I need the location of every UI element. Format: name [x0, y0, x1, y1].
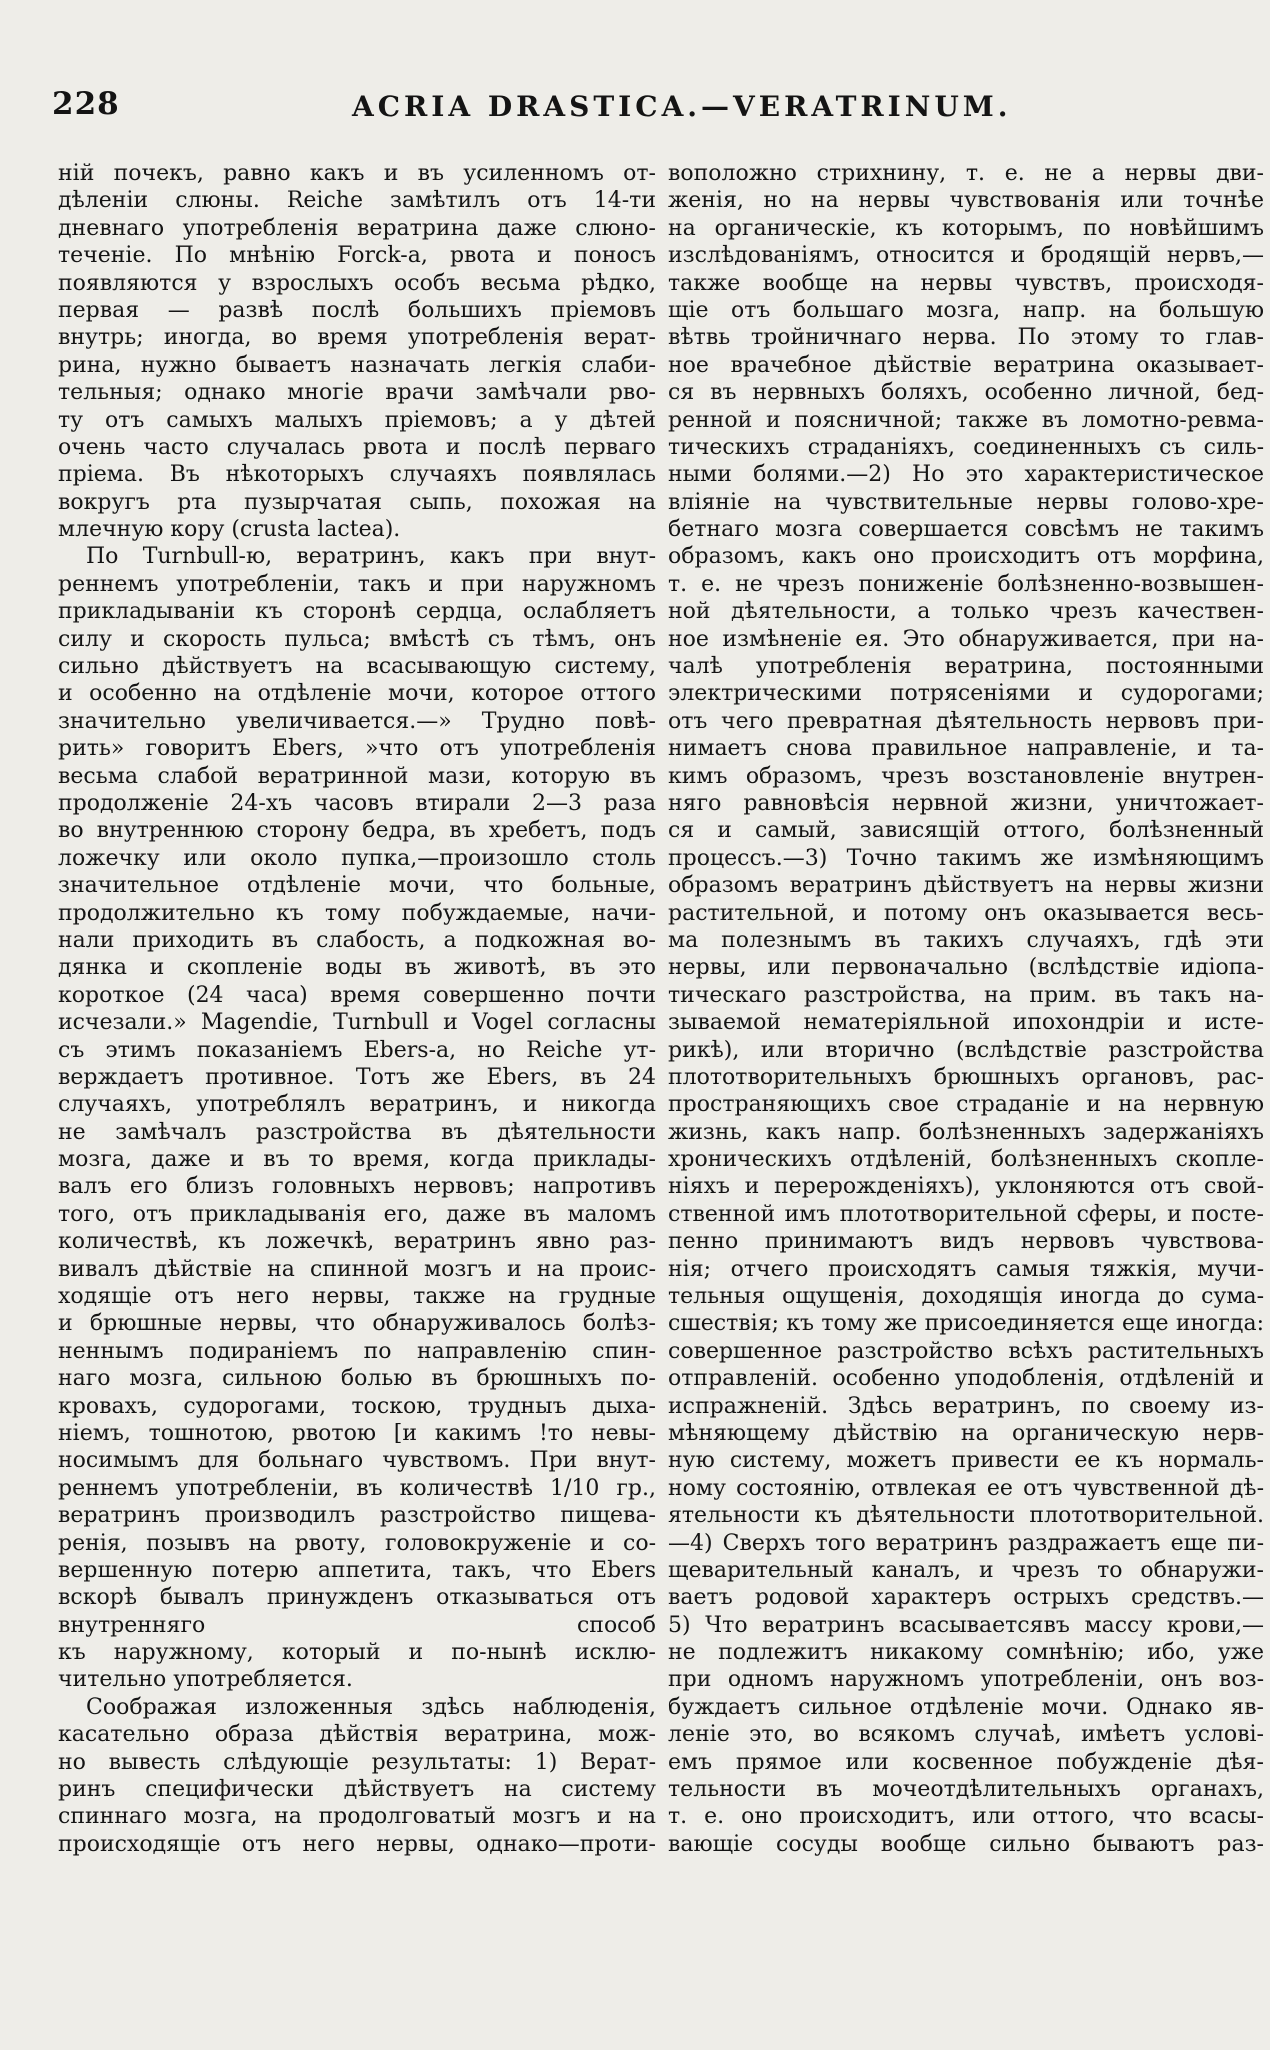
text-line: короткое (24 часа) время совершенно почти — [58, 982, 656, 1008]
text-line: дѣленіи слюны. Reiche замѣтилъ отъ 14-ти — [58, 188, 656, 214]
text-line: щеварительный каналъ, и чрезъ то обнаружи- — [668, 1557, 1264, 1583]
text-line: изслѣдованіямъ, относится и бродящій нервъ,— — [668, 243, 1264, 269]
text-line: происходящіе отъ него нервы, однако—проти- — [58, 1831, 656, 1857]
text-line: ніяхъ и перерожденіяхъ), уклоняются отъ свой- — [668, 1174, 1264, 1200]
text-line: буждаетъ сильное отдѣленіе мочи. Однако яв- — [668, 1694, 1264, 1720]
text-line: млечную кору (crusta lactea). — [58, 517, 401, 543]
text-line: значительное отдѣленіе мочи, что больные, — [58, 873, 656, 899]
page-header — [52, 86, 1232, 138]
text-line: ренной и поясничной; также въ ломотно-ревма- — [668, 407, 1264, 433]
right-text-column — [668, 160, 1264, 2040]
text-line: ходящіе отъ него нервы, также на грудные — [58, 1284, 656, 1310]
text-line: случаяхъ, употреблялъ вератринъ, и никогда — [58, 1092, 656, 1118]
page-number: 228 — [52, 86, 120, 122]
text-line: тическихъ страданіяхъ, соединенныхъ съ силь- — [668, 434, 1264, 460]
text-line: совершенное разстройство всѣхъ растительныхъ — [668, 1338, 1264, 1364]
text-line: также вообще на нервы чувствъ, происходя- — [668, 270, 1264, 296]
text-line: не замѣчалъ разстройства въ дѣятельности — [58, 1119, 656, 1145]
text-line: ными болями.—2) Но это характеристическое — [668, 462, 1264, 488]
text-line: 5) Что вератринъ всасываетсявъ массу крови,— — [668, 1612, 1264, 1638]
text-line: отъ чего превратная дѣятельность нервовъ при- — [668, 708, 1264, 734]
text-line: отправленій. особенно уподобленія, отдѣленій и — [668, 1366, 1264, 1392]
text-line: ятельности къ дѣятельности плототворительной. — [668, 1503, 1264, 1529]
text-line: ренія, позывъ на рвоту, головокруженіе и со- — [58, 1530, 656, 1556]
text-line: количествѣ, къ ложечкѣ, вератринъ явно раз- — [58, 1229, 656, 1255]
text-line: внутренняго способ — [58, 1612, 656, 1638]
left-text-column — [58, 160, 656, 2040]
text-line: вератринъ производилъ разстройство пищева- — [58, 1503, 656, 1529]
text-line: По Turnbull-ю, вератринъ, какъ при внут- — [86, 544, 656, 570]
text-line: пріема. Въ нѣкоторыхъ случаяхъ появлялась — [58, 462, 656, 488]
text-line: тельныя ощущенія, доходящія иногда до сума- — [668, 1284, 1264, 1310]
running-head: ACRIA DRASTICA.—VERATRINUM. — [352, 90, 1012, 123]
text-line: первая — развѣ послѣ большихъ пріемовъ — [58, 297, 656, 323]
text-line: появляются у взрослыхъ особъ весьма рѣдко, — [58, 270, 656, 296]
text-line: няго равновѣсія нервной жизни, уничтожает- — [668, 790, 1264, 816]
text-line: носимымъ для больнаго чувствомъ. При внут- — [58, 1448, 656, 1474]
text-line: прикладываніи къ сторонѣ сердца, ослабляетъ — [58, 599, 656, 625]
text-line: ное врачебное дѣйствіе вератрина оказывает- — [668, 352, 1264, 378]
text-line: леніе это, во всякомъ случаѣ, имѣетъ услові- — [668, 1722, 1264, 1748]
text-line: дянка и скопленіе воды въ животѣ, въ это — [58, 955, 656, 981]
text-line: электрическими потрясеніями и судорогами; — [668, 681, 1264, 707]
text-line: очень часто случалась рвота и послѣ перваго — [58, 434, 656, 460]
text-line: наго мозга, сильною болью въ брюшныхъ по- — [58, 1366, 656, 1392]
text-line: ся въ нервныхъ боляхъ, особенно личной, бед- — [668, 380, 1264, 406]
text-line: къ наружному, который и по-нынѣ исклю- — [58, 1640, 656, 1666]
text-line: верждаетъ противное. Тотъ же Ebers, въ 24 — [58, 1064, 656, 1090]
text-line: вѣтвь тройничнаго нерва. По этому то глав- — [668, 325, 1264, 351]
text-line: Соображая изложенныя здѣсь наблюденія, — [86, 1694, 656, 1720]
text-line: съ этимъ показаніемъ Ebers-а, но Reiche ут- — [58, 1037, 656, 1063]
text-line: при одномъ наружномъ употребленіи, онъ воз- — [668, 1667, 1264, 1693]
text-line: сшествія; къ тому же присоединяется еще иногда: — [668, 1311, 1264, 1337]
text-line: пространяющихъ свое страданіе и на нервную — [668, 1092, 1264, 1118]
text-line: пенно принимаютъ видъ нервовъ чувствова- — [668, 1229, 1264, 1255]
text-line: растительной, и потому онъ оказывается весь- — [668, 900, 1264, 926]
text-line: ту отъ самыхъ малыхъ пріемовъ; а у дѣтей — [58, 407, 656, 433]
text-line: не подлежитъ никакому сомнѣнію; ибо, уже — [668, 1640, 1264, 1666]
text-line: и брюшные нервы, что обнаруживалось болѣз- — [58, 1311, 656, 1337]
text-line: плототворительныхъ брюшныхъ органовъ, рас- — [668, 1064, 1264, 1090]
text-line: ма полезнымъ въ такихъ случаяхъ, гдѣ эти — [668, 927, 1264, 953]
text-line: рина, нужно бываетъ назначать легкія слаби- — [58, 352, 656, 378]
text-line: тическаго разстройства, на прим. въ такъ на- — [668, 982, 1264, 1008]
text-line: нія; отчего происходятъ самыя тяжкія, мучи- — [668, 1256, 1264, 1282]
text-line: мѣняющему дѣйствію на органическую нерв- — [668, 1420, 1264, 1446]
text-line: испражненій. Здѣсь вератринъ, по своему из- — [668, 1393, 1264, 1419]
text-line: того, отъ прикладыванія его, даже въ маломъ — [58, 1201, 656, 1227]
text-line: воположно стрихнину, т. е. не а нервы дви- — [668, 161, 1264, 186]
text-line: бетнаго мозга совершается совсѣмъ не такимъ — [668, 517, 1264, 543]
text-line: касательно образа дѣйствія вератрина, мож- — [58, 1722, 656, 1748]
text-line: вершенную потерю аппетита, такъ, что Ebers — [58, 1557, 656, 1583]
text-line: тельности въ мочеотдѣлительныхъ органахъ, — [668, 1777, 1264, 1803]
text-line: кровахъ, судорогами, тоскою, трудныъ дыха- — [58, 1393, 656, 1419]
text-line: т. е. оно происходитъ, или оттого, что всасы- — [668, 1804, 1264, 1830]
text-line: вокругъ рта пузырчатая сыпь, похожая на — [58, 489, 656, 515]
text-line: неннымъ подираніемъ по направленію спин- — [58, 1338, 656, 1364]
text-line: мозга, даже и въ то время, когда приклады- — [58, 1147, 656, 1173]
text-line: ное измѣненіе ея. Это обнаруживается, при на- — [668, 626, 1264, 652]
text-line: жизнь, какъ напр. болѣзненныхъ задержаніяхъ — [668, 1119, 1264, 1145]
text-line: щіе отъ большаго мозга, напр. на большую — [668, 297, 1264, 323]
text-line: значительно увеличивается.—» Трудно повѣ- — [58, 708, 656, 734]
text-line: нали приходить въ слабость, а подкожная во- — [58, 927, 656, 953]
text-line: процессъ.—3) Точно такимъ же измѣняющимъ — [668, 845, 1264, 871]
text-line: т. е. не чрезъ пониженіе болѣзненно-возвышен- — [668, 571, 1264, 597]
text-line: ринъ специфически дѣйствуетъ на систему — [58, 1777, 656, 1803]
text-line: ніемъ, тошнотою, рвотою [и какимъ !то невы- — [58, 1420, 656, 1446]
text-line: рить» говоритъ Ebers, »что отъ употребленія — [58, 736, 656, 762]
text-line: чалѣ употребленія вератрина, постоянными — [668, 654, 1264, 680]
text-line: хроническихъ отдѣленій, болѣзненныхъ скопле- — [668, 1147, 1264, 1173]
text-line: весьма слабой вератринной мази, которую въ — [58, 763, 656, 789]
text-line: реннемъ употребленіи, въ количествѣ 1/10 гр., — [58, 1475, 656, 1501]
text-line: образомъ вератринъ дѣйствуетъ на нервы жизни — [668, 873, 1264, 899]
text-line: —4) Сверхъ того вератринъ раздражаетъ еще пи- — [668, 1530, 1264, 1556]
text-line: ся и самый, зависящій оттого, болѣзненный — [668, 818, 1264, 844]
text-line: ной дѣятельности, а только чрезъ качествен- — [668, 599, 1264, 625]
text-line: вліяніе на чувствительные нервы голово-хре- — [668, 489, 1264, 515]
text-line: вающіе сосуды вообще сильно бываютъ раз- — [668, 1831, 1264, 1857]
text-line: нервы, или первоначально (вслѣдствіе идіопа- — [668, 955, 1264, 981]
text-line: теченіе. По мнѣнію Forck-а, рвота и поносъ — [58, 243, 656, 269]
text-line: образомъ, какъ оно происходитъ отъ морфина, — [668, 544, 1264, 570]
text-line: ній почекъ, равно какъ и въ усиленномъ от- — [58, 161, 656, 186]
text-line: вивалъ дѣйствіе на спинной мозгъ и на проис- — [58, 1256, 656, 1282]
text-line: ственной имъ плототворительной сферы, и посте- — [668, 1201, 1264, 1227]
text-line: реннемъ употребленіи, такъ и при наружномъ — [58, 571, 656, 597]
text-line: продолжительно къ тому побуждаемые, начи- — [58, 900, 656, 926]
text-line: чительно употребляется. — [58, 1667, 353, 1693]
text-line: на органическіе, къ которымъ, по новѣйшимъ — [668, 215, 1264, 241]
text-line: силу и скорость пульса; вмѣстѣ съ тѣмъ, онъ — [58, 626, 656, 652]
text-line: ваетъ родовой характеръ острыхъ средствъ.— — [668, 1585, 1264, 1611]
text-line: кимъ образомъ, чрезъ возстановленіе внутрен- — [668, 763, 1264, 789]
text-line: продолженіе 24-хъ часовъ втирали 2—3 раза — [58, 790, 656, 816]
text-line: и особенно на отдѣленіе мочи, которое оттого — [58, 681, 656, 707]
text-line: во внутреннюю сторону бедра, въ хребетъ, подъ — [58, 818, 656, 844]
text-line: дневнаго употребленія вератрина даже слюно- — [58, 215, 656, 241]
text-line: нимаетъ снова правильное направленіе, и та- — [668, 736, 1264, 762]
text-line: но вывесть слѣдующіе результаты: 1) Верат- — [58, 1749, 656, 1775]
text-line: рикѣ), или вторично (вслѣдствіе разстройства — [668, 1037, 1264, 1063]
text-line: вскорѣ бывалъ принужденъ отказываться отъ — [58, 1585, 656, 1611]
text-line: тельныя; однако многіе врачи замѣчали рво- — [58, 380, 656, 406]
text-line: сильно дѣйствуетъ на всасывающую систему, — [58, 654, 656, 680]
text-line: спиннаго мозга, на продолговатый мозгъ и на — [58, 1804, 656, 1830]
text-line: ную систему, можетъ привести ее къ нормаль- — [668, 1448, 1264, 1474]
text-line: емъ прямое или косвенное побужденіе дѣя- — [668, 1749, 1264, 1775]
text-line: ному состоянію, отвлекая ее отъ чувственной дѣ- — [668, 1475, 1264, 1501]
text-line: ложечку или около пупка,—произошло столь — [58, 845, 656, 871]
text-line: валъ его близъ головныхъ нервовъ; напротивъ — [58, 1174, 656, 1200]
text-line: зываемой нематеріяльной ипохондріи и исте- — [668, 1010, 1264, 1036]
text-line: женія, но на нервы чувствованія или точнѣе — [668, 188, 1264, 214]
text-line: внутрь; иногда, во время употребленія верат- — [58, 325, 656, 351]
text-line: исчезали.» Magendie, Turnbull и Vogel согласны — [58, 1010, 656, 1036]
